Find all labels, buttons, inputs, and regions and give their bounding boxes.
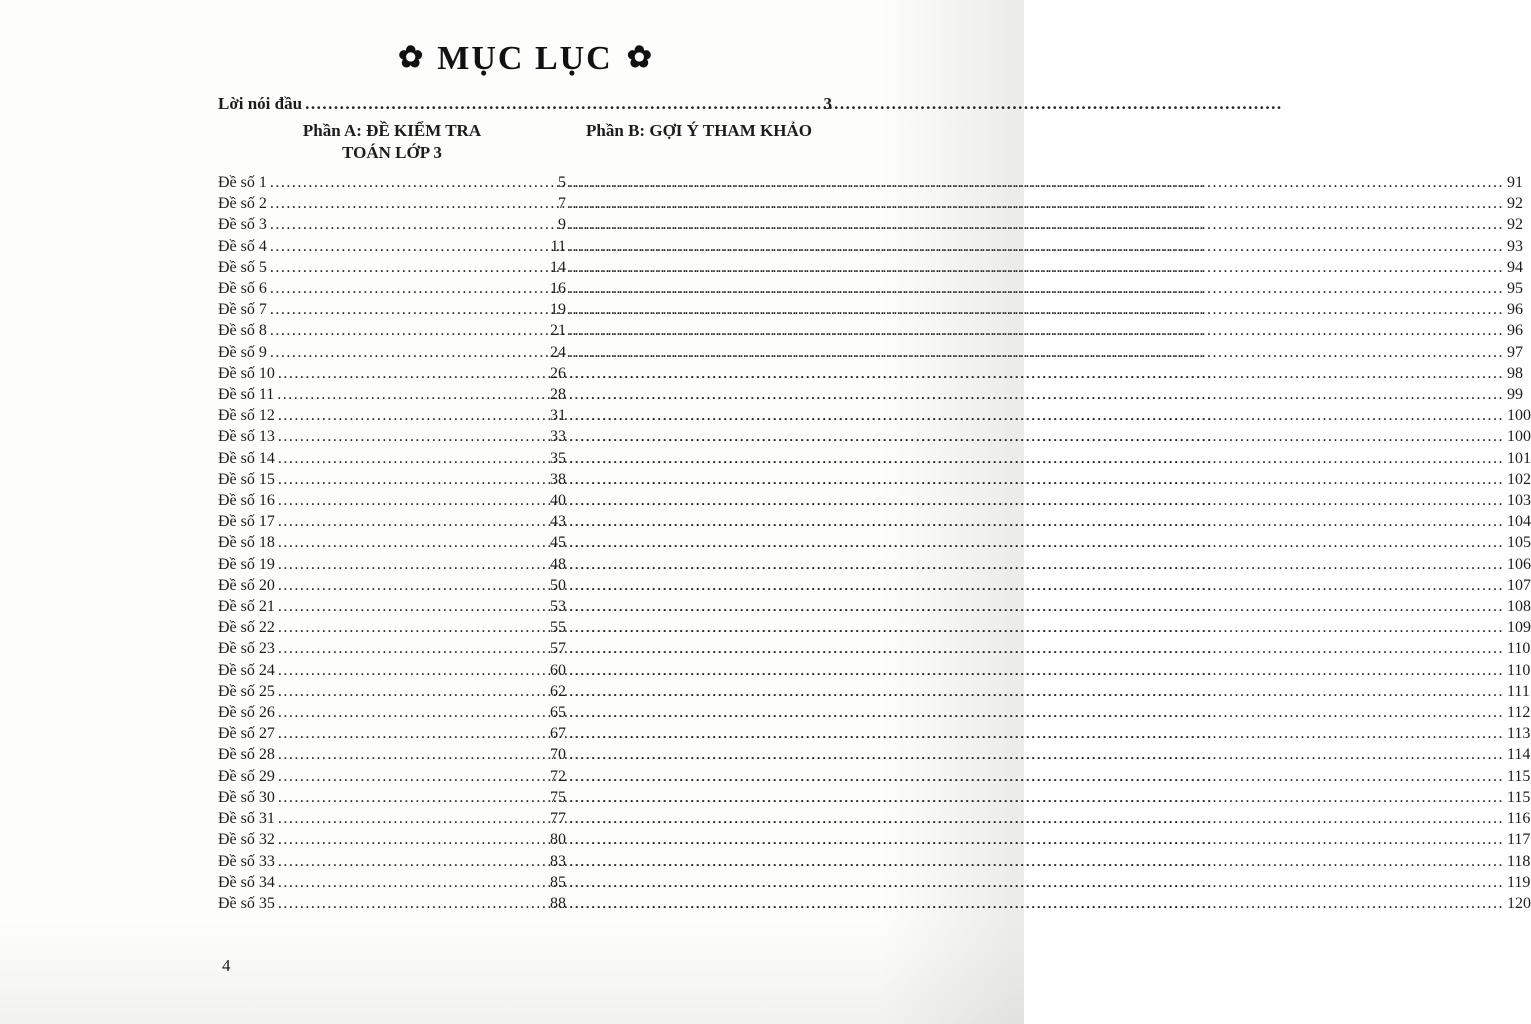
toc-entry-page-b: 102 <box>1507 470 1531 488</box>
toc-entry-label: Đề số 33 <box>218 852 275 870</box>
toc-entry-page-b: 96 <box>1507 322 1523 340</box>
toc-row <box>218 490 1531 511</box>
toc-row <box>218 596 1531 617</box>
page-number: 4 <box>222 956 231 975</box>
dot-leader <box>278 787 547 808</box>
toc-entry-page-a: 45 <box>550 534 566 552</box>
toc-entry-page-a: 38 <box>550 470 566 488</box>
toc-entry-label: Đề số 7 <box>218 301 267 319</box>
toc-row-part-a <box>218 872 566 893</box>
toc-row-part-a <box>218 193 566 214</box>
toc-entry-page-b: 96 <box>1507 301 1523 319</box>
toc-row-part-b <box>566 660 1530 681</box>
dot-leader <box>278 469 547 490</box>
dot-leader <box>569 596 1504 617</box>
toc-row-part-a <box>218 426 566 447</box>
toc-entry-page-b: 111 <box>1507 682 1530 700</box>
toc-entry-page-a: 28 <box>550 386 566 404</box>
toc-row <box>218 702 1531 723</box>
page-title <box>218 40 832 78</box>
toc-row-part-a <box>218 575 566 596</box>
dot-leader <box>569 702 1504 723</box>
section-headers <box>218 120 832 164</box>
toc-entry-label: Đề số 11 <box>218 386 275 404</box>
toc-entry-page-b: 116 <box>1507 810 1531 828</box>
dot-leader <box>278 638 547 659</box>
dot-leader <box>278 723 547 744</box>
dot-leader <box>278 575 547 596</box>
toc-row <box>218 448 1531 469</box>
toc-rows <box>218 172 1531 914</box>
toc-row-part-b <box>566 532 1531 553</box>
toc-entry-page-a: 60 <box>550 661 566 679</box>
toc-entry-page-a: 70 <box>550 746 566 764</box>
toc-entry-page-b: 119 <box>1507 873 1531 891</box>
toc-row-part-b <box>566 766 1530 787</box>
toc-row-part-b <box>566 405 1531 426</box>
toc-row-part-b <box>566 236 1523 257</box>
dot-leader <box>569 342 1504 363</box>
toc-entry-page-a: 9 <box>558 216 566 234</box>
toc-entry-page-a: 57 <box>550 640 566 658</box>
toc-row-part-a <box>218 469 566 490</box>
toc-entry-page-a: 80 <box>550 831 566 849</box>
toc-row-part-b <box>566 723 1530 744</box>
toc-row-part-a <box>218 829 566 850</box>
toc-entry-page-b: 91 <box>1507 174 1523 191</box>
toc-row-part-a <box>218 278 566 299</box>
dot-leader <box>270 236 548 257</box>
toc-entry-label: Đề số 5 <box>218 258 267 276</box>
toc-row-part-a <box>218 405 566 426</box>
toc-row-part-a <box>218 363 566 384</box>
toc-entry-label: Đề số 32 <box>218 831 275 849</box>
toc-row-part-b <box>566 172 1523 193</box>
toc-entry-page-a: 77 <box>550 810 566 828</box>
toc-row <box>218 829 1531 850</box>
dot-leader <box>569 872 1504 893</box>
toc-entry-page-b: 97 <box>1507 343 1523 361</box>
dot-leader <box>569 278 1504 299</box>
toc-entry-page-b: 103 <box>1507 492 1531 510</box>
toc-entry-label: Đề số 8 <box>218 322 267 340</box>
dot-leader <box>278 744 547 765</box>
toc-entry-page-a: 43 <box>550 513 566 531</box>
dot-leader <box>569 448 1504 469</box>
toc-entry-label: Đề số 26 <box>218 704 275 722</box>
toc-row <box>218 766 1531 787</box>
toc-row <box>218 299 1523 320</box>
dot-leader <box>569 554 1504 575</box>
toc-entry-label: Đề số 19 <box>218 555 275 573</box>
dot-leader <box>569 320 1504 341</box>
toc-entry-label: Đề số 1 <box>218 174 267 191</box>
toc-row <box>218 426 1531 447</box>
toc-entry-page-b: 118 <box>1507 852 1531 870</box>
part-a-heading-line1: Phần A: ĐỀ KIỂM TRA <box>302 121 482 140</box>
dot-leader <box>569 236 1504 257</box>
toc-entry-page-a: 14 <box>550 258 566 276</box>
toc-entry-label: Đề số 16 <box>218 492 275 510</box>
toc-entry-page-b: 113 <box>1507 725 1531 743</box>
toc-entry-page-b: 92 <box>1507 216 1523 234</box>
toc-row-part-b <box>566 872 1530 893</box>
toc-row-part-a <box>218 532 566 553</box>
dot-leader <box>569 617 1504 638</box>
toc-row-part-b <box>566 490 1531 511</box>
toc-entry-label: Đề số 25 <box>218 682 275 700</box>
toc-entry-page-a: 35 <box>550 449 566 467</box>
dot-leader <box>278 808 547 829</box>
toc-row <box>218 278 1523 299</box>
toc-entry-page-a: 75 <box>550 788 566 806</box>
toc-entry-label: Đề số 34 <box>218 873 275 891</box>
toc-row-part-b <box>566 744 1530 765</box>
toc-entry-label: Đề số 22 <box>218 619 275 637</box>
dot-leader <box>569 681 1504 702</box>
toc-entry-page-a: 83 <box>550 852 566 870</box>
toc-entry-label: Đề số 9 <box>218 343 267 361</box>
toc-row-part-b <box>566 851 1530 872</box>
dot-leader <box>569 426 1504 447</box>
toc-entry-page-b: 110 <box>1507 661 1531 679</box>
dot-leader <box>278 405 547 426</box>
dot-leader <box>569 638 1504 659</box>
dot-leader <box>569 851 1504 872</box>
toc-entry-page-a: 19 <box>550 301 566 319</box>
toc-row-part-a <box>218 808 566 829</box>
toc-row <box>218 384 1523 405</box>
toc-row <box>218 342 1523 363</box>
toc-row-part-b <box>566 278 1523 299</box>
toc-entry-page-a: 21 <box>550 322 566 340</box>
toc-entry-page-a: 26 <box>550 364 566 382</box>
toc-entry-page-a: 5 <box>558 174 566 191</box>
toc-entry-page-b: 101 <box>1507 449 1531 467</box>
toc-entry-label: Đề số 2 <box>218 195 267 213</box>
toc-row <box>218 172 1523 193</box>
toc-row-part-a <box>218 384 566 405</box>
toc-row <box>218 851 1531 872</box>
part-a-heading <box>218 120 566 164</box>
toc-entry-page-a: 65 <box>550 704 566 722</box>
toc-row <box>218 808 1531 829</box>
dot-leader <box>569 893 1504 914</box>
toc-row <box>218 617 1531 638</box>
toc-entry-page-a: 16 <box>550 280 566 298</box>
toc-entry-label: Đề số 28 <box>218 746 275 764</box>
toc-row-part-b <box>566 469 1531 490</box>
toc-row <box>218 575 1531 596</box>
toc-row-part-b <box>566 320 1523 341</box>
toc-entry-page-a: 53 <box>550 598 566 616</box>
toc-row-part-a <box>218 617 566 638</box>
toc-row-part-a <box>218 787 566 808</box>
toc-row-part-b <box>566 511 1531 532</box>
toc-entry-label: Đề số 12 <box>218 407 275 425</box>
toc-row-part-b <box>566 257 1523 278</box>
dot-leader <box>278 660 547 681</box>
toc-entry-label: Đề số 14 <box>218 449 275 467</box>
dot-leader <box>569 744 1504 765</box>
toc-row-part-b <box>566 363 1523 384</box>
dot-leader <box>277 384 547 405</box>
dot-leader <box>569 257 1504 278</box>
toc-entry-label: Đề số 13 <box>218 428 275 446</box>
dot-leader <box>569 490 1504 511</box>
dot-leader <box>278 766 547 787</box>
toc-row-part-a <box>218 448 566 469</box>
dot-leader <box>278 596 547 617</box>
toc-row-part-a <box>218 660 566 681</box>
toc-row <box>218 681 1530 702</box>
toc-row-part-a <box>218 490 566 511</box>
toc-entry-page-b: 98 <box>1507 364 1523 382</box>
toc-row <box>218 214 1523 235</box>
toc-content <box>218 40 1531 914</box>
preface-page-number: 3 <box>823 94 832 113</box>
toc-row-part-a <box>218 172 566 193</box>
toc-row-part-b <box>566 681 1530 702</box>
dot-leader <box>569 363 1504 384</box>
flower-icon: ✿ <box>398 41 424 74</box>
toc-entry-label: Đề số 6 <box>218 280 267 298</box>
toc-entry-page-a: 67 <box>550 725 566 743</box>
toc-row <box>218 363 1523 384</box>
toc-row-part-b <box>566 342 1523 363</box>
toc-row <box>218 532 1531 553</box>
toc-row-part-a <box>218 744 566 765</box>
toc-entry-page-b: 112 <box>1507 704 1531 722</box>
toc-entry-label: Đề số 3 <box>218 216 267 234</box>
toc-row-part-b <box>566 193 1523 214</box>
toc-row-part-a <box>218 638 566 659</box>
toc-row-part-a <box>218 766 566 787</box>
toc-entry-page-b: 115 <box>1507 767 1531 785</box>
toc-entry-page-a: 7 <box>558 195 566 213</box>
toc-row-part-b <box>566 214 1523 235</box>
toc-entry-label: Đề số 29 <box>218 767 275 785</box>
dot-leader <box>569 469 1504 490</box>
toc-entry-label: Đề số 15 <box>218 470 275 488</box>
dot-leader <box>278 702 547 723</box>
dot-leader <box>278 511 547 532</box>
toc-row-part-a <box>218 596 566 617</box>
dot-leader <box>569 575 1504 596</box>
toc-row-part-a <box>218 214 566 235</box>
toc-row <box>218 511 1531 532</box>
dot-leader <box>278 893 547 914</box>
toc-entry-page-b: 120 <box>1507 894 1531 912</box>
toc-entry-label: Đề số 31 <box>218 810 275 828</box>
toc-entry-page-b: 94 <box>1507 258 1523 276</box>
toc-row <box>218 469 1531 490</box>
dot-leader <box>270 320 547 341</box>
toc-entry-page-b: 100 <box>1507 428 1531 446</box>
toc-entry-page-b: 105 <box>1507 534 1531 552</box>
toc-row <box>218 193 1523 214</box>
preface-label: Lời nói đầu <box>218 94 303 113</box>
page-title-text: MỤC LỤC <box>437 40 613 77</box>
part-a-heading-line2: TOÁN LỚP 3 <box>342 143 442 162</box>
toc-entry-label: Đề số 23 <box>218 640 275 658</box>
toc-row-part-a <box>218 511 566 532</box>
toc-entry-page-a: 55 <box>550 619 566 637</box>
toc-row-part-a <box>218 723 566 744</box>
toc-entry-page-b: 106 <box>1507 555 1531 573</box>
toc-row <box>218 872 1531 893</box>
toc-entry-label: Đề số 20 <box>218 576 275 594</box>
flower-icon: ✿ <box>626 41 652 74</box>
preface-row <box>218 92 832 116</box>
toc-entry-page-a: 88 <box>550 894 566 912</box>
toc-entry-page-a: 11 <box>550 237 566 255</box>
toc-entry-page-a: 72 <box>550 767 566 785</box>
toc-row <box>218 893 1531 914</box>
toc-entry-page-b: 93 <box>1507 237 1523 255</box>
toc-entry-page-b: 108 <box>1507 598 1531 616</box>
toc-entry-page-b: 100 <box>1507 407 1531 425</box>
toc-entry-page-b: 117 <box>1507 831 1531 849</box>
toc-row-part-b <box>566 575 1531 596</box>
toc-entry-label: Đề số 4 <box>218 237 267 255</box>
toc-entry-page-b: 99 <box>1507 386 1523 404</box>
dot-leader <box>278 490 547 511</box>
toc-entry-label: Đề số 18 <box>218 534 275 552</box>
toc-row-part-a <box>218 257 566 278</box>
dot-leader <box>270 214 555 235</box>
toc-entry-page-b: 114 <box>1507 746 1531 764</box>
dot-leader <box>569 193 1504 214</box>
toc-row-part-a <box>218 236 566 257</box>
dot-leader <box>278 532 547 553</box>
dot-leader <box>569 808 1504 829</box>
dot-leader <box>278 363 547 384</box>
dot-leader <box>569 214 1504 235</box>
toc-entry-page-b: 110 <box>1507 640 1531 658</box>
toc-row-part-a <box>218 554 566 575</box>
toc-row-part-b <box>566 808 1530 829</box>
toc-row <box>218 638 1531 659</box>
dot-leader <box>569 766 1504 787</box>
toc-row-part-b <box>566 384 1523 405</box>
dot-leader <box>278 554 547 575</box>
toc-entry-page-a: 85 <box>550 873 566 891</box>
toc-entry-label: Đề số 35 <box>218 894 275 912</box>
toc-row <box>218 744 1531 765</box>
toc-row <box>218 554 1531 575</box>
toc-row-part-b <box>566 638 1530 659</box>
toc-entry-page-b: 107 <box>1507 576 1531 594</box>
toc-row-part-b <box>566 596 1531 617</box>
dot-leader <box>569 723 1504 744</box>
dot-leader <box>278 872 547 893</box>
toc-row <box>218 320 1523 341</box>
dot-leader <box>569 787 1504 808</box>
dot-leader <box>569 299 1504 320</box>
toc-row-part-b <box>566 299 1523 320</box>
toc-row-part-a <box>218 681 566 702</box>
dot-leader <box>278 448 547 469</box>
dot-leader <box>278 851 547 872</box>
toc-row-part-a <box>218 342 566 363</box>
dot-leader <box>569 384 1504 405</box>
toc-row-part-a <box>218 893 566 914</box>
toc-row-part-b <box>566 426 1531 447</box>
toc-row-part-b <box>566 554 1531 575</box>
toc-row <box>218 405 1531 426</box>
part-b-heading: Phần B: GỢI Ý THAM KHẢO <box>586 121 812 140</box>
toc-row-part-a <box>218 851 566 872</box>
dot-leader <box>278 426 547 447</box>
toc-entry-page-b: 95 <box>1507 280 1523 298</box>
toc-entry-page-a: 50 <box>550 576 566 594</box>
toc-entry-page-a: 24 <box>550 343 566 361</box>
dot-leader <box>278 617 547 638</box>
dot-leader <box>270 299 547 320</box>
toc-entry-page-a: 48 <box>550 555 566 573</box>
toc-row <box>218 787 1531 808</box>
toc-entry-label: Đề số 27 <box>218 725 275 743</box>
toc-row <box>218 723 1531 744</box>
dot-leader <box>569 511 1504 532</box>
toc-entry-label: Đề số 10 <box>218 364 275 382</box>
toc-row-part-b <box>566 893 1531 914</box>
dot-leader <box>305 92 820 116</box>
toc-entry-page-a: 40 <box>550 492 566 510</box>
toc-row-part-a <box>218 320 566 341</box>
toc-row-part-a <box>218 299 566 320</box>
dot-leader <box>270 193 555 214</box>
toc-entry-label: Đề số 30 <box>218 788 275 806</box>
toc-entry-page-a: 62 <box>550 682 566 700</box>
toc-row-part-b <box>566 702 1530 723</box>
toc-entry-page-b: 104 <box>1507 513 1531 531</box>
dot-leader <box>569 172 1504 193</box>
dot-leader <box>270 278 547 299</box>
toc-row <box>218 257 1523 278</box>
toc-row-part-b <box>566 787 1530 808</box>
toc-entry-page-a: 33 <box>550 428 566 446</box>
dot-leader <box>569 405 1504 426</box>
toc-entry-page-a: 31 <box>550 407 566 425</box>
dot-leader <box>270 257 547 278</box>
toc-row-part-b <box>566 617 1531 638</box>
toc-row-part-b <box>566 448 1531 469</box>
toc-entry-label: Đề số 17 <box>218 513 275 531</box>
toc-row <box>218 236 1523 257</box>
toc-entry-page-b: 92 <box>1507 195 1523 213</box>
dot-leader <box>569 660 1504 681</box>
toc-entry-page-b: 115 <box>1507 788 1531 806</box>
toc-entry-label: Đề số 21 <box>218 598 275 616</box>
toc-row-part-b <box>566 829 1530 850</box>
toc-row-part-a <box>218 702 566 723</box>
dot-leader <box>278 829 547 850</box>
dot-leader <box>270 172 555 193</box>
dot-leader <box>270 342 547 363</box>
dot-leader <box>569 829 1504 850</box>
toc-entry-label: Đề số 24 <box>218 661 275 679</box>
toc-entry-page-b: 109 <box>1507 619 1531 637</box>
dot-leader <box>278 681 547 702</box>
toc-row <box>218 660 1531 681</box>
dot-leader <box>569 532 1504 553</box>
